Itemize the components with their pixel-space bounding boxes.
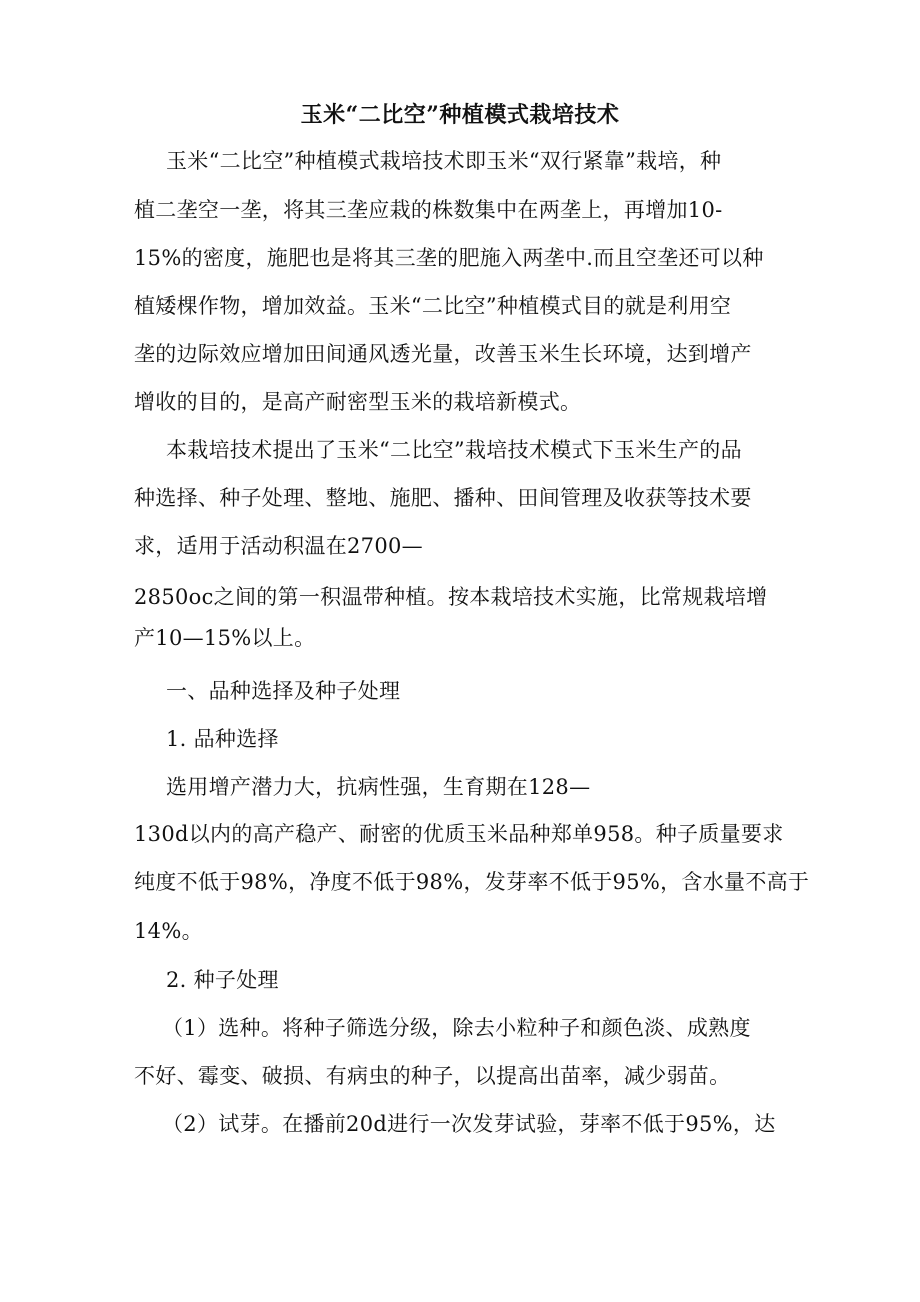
paragraph-line: 植矮棵作物，增加效益。玉米“二比空”种植模式目的就是利用空: [134, 294, 732, 318]
paragraph-line: 本栽培技术提出了玉米“二比空”栽培技术模式下玉米生产的品: [166, 438, 742, 462]
section-heading: 一、品种选择及种子处理: [166, 679, 401, 703]
paragraph-line: 增收的目的，是高产耐密型玉米的栽培新模式。: [134, 390, 582, 414]
paragraph-line: 产10—15%以上。: [134, 626, 316, 650]
paragraph-line: 选用增产潜力大，抗病性强，生育期在128—: [166, 775, 591, 799]
paragraph-line: 15%的密度，施肥也是将其三垄的肥施入两垄中.而且空垄还可以种: [134, 246, 764, 270]
subsection-heading: 1. 品种选择: [166, 727, 279, 751]
paragraph-line: 2850oc之间的第一积温带种植。按本栽培技术实施，比常规栽培增: [134, 585, 768, 609]
paragraph-line: 不好、霉变、破损、有病虫的种子，以提高出苗率，减少弱苗。: [134, 1064, 731, 1088]
paragraph-line: 垄的边际效应增加田间通风透光量，改善玉米生长环境，达到增产: [134, 342, 752, 366]
paragraph-line: 植二垄空一垄，将其三垄应栽的株数集中在两垄上，再增加10-: [134, 198, 723, 222]
document-title: 玉米“二比空”种植模式栽培技术: [300, 102, 620, 128]
subsection-heading: 2. 种子处理: [166, 968, 279, 992]
paragraph-line: 求，适用于活动积温在2700—: [134, 534, 423, 558]
paragraph-line: 14%。: [134, 919, 203, 943]
paragraph-line: 玉米“二比空”种植模式栽培技术即玉米“双行紧靠”栽培，种: [166, 149, 722, 173]
paragraph-line: 130d以内的高产稳产、耐密的优质玉米品种郑单958。种子质量要求: [134, 822, 784, 846]
paragraph-line: 种选择、种子处理、整地、施肥、播种、田间管理及收获等技术要: [134, 486, 752, 510]
paragraph-line: 纯度不低于98%，净度不低于98%，发芽率不低于95%，含水量不高于: [134, 870, 810, 894]
paragraph-line: （2）试芽。在播前20d进行一次发芽试验，芽率不低于95%，达: [162, 1112, 776, 1136]
paragraph-line: （1）选种。将种子筛选分级，除去小粒种子和颜色淡、成熟度: [162, 1016, 751, 1040]
